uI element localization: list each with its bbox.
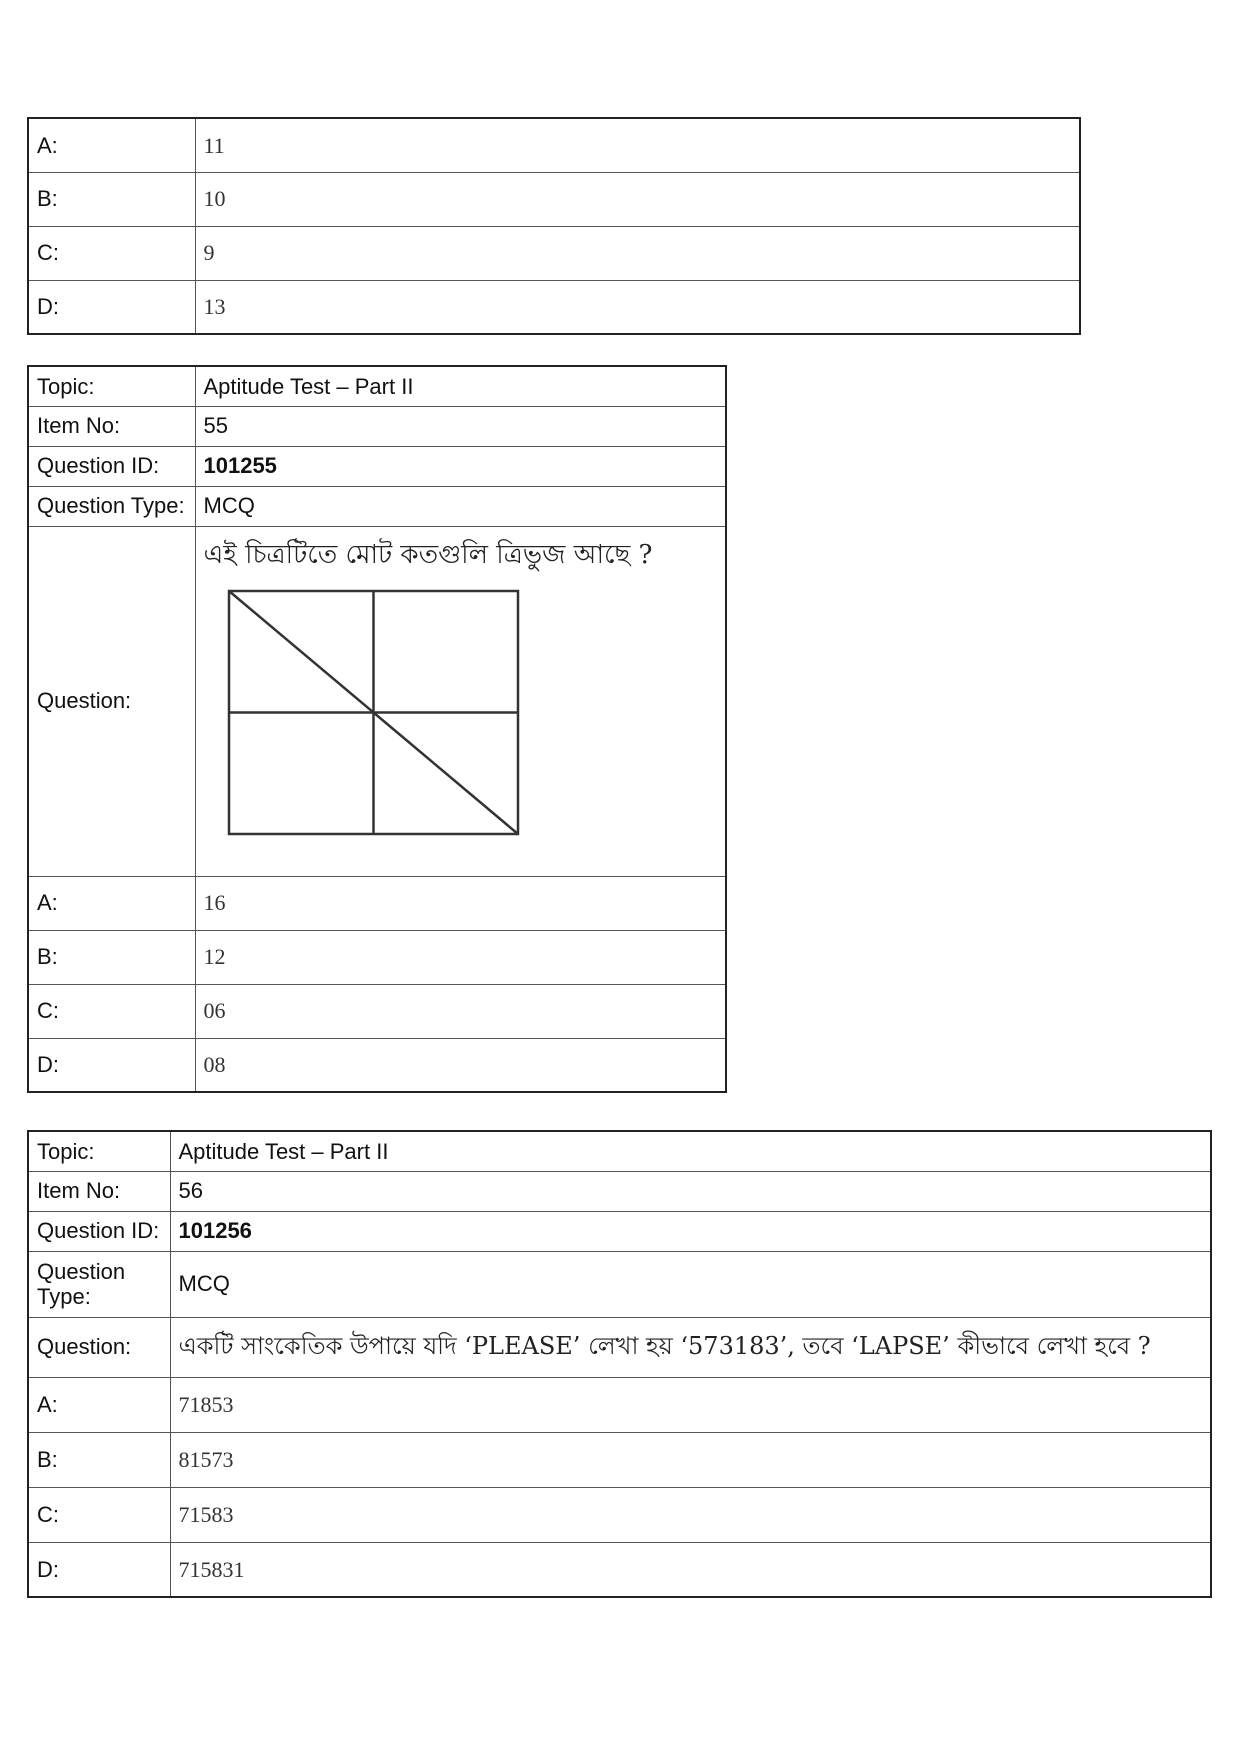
option-row-d [28,1038,726,1092]
option-row-b [28,172,1080,226]
question-row [28,526,726,876]
question-label: Question: [28,526,195,876]
question-id-row [28,1211,1211,1251]
option-label: C: [28,226,195,280]
option-label: D: [28,1038,195,1092]
topic-row [28,1131,1211,1171]
item-no-row [28,1171,1211,1211]
option-row-d [28,1542,1211,1597]
question-row [28,1317,1211,1377]
option-row-c [28,984,726,1038]
question-label: Question: [28,1317,170,1377]
item-no-label: Item No: [28,1171,170,1211]
topic-label: Topic: [28,1131,170,1171]
question-55-table [27,365,727,1093]
option-value: 11 [195,118,1080,172]
question-54-options-table [27,117,1081,335]
item-no-label: Item No: [28,406,195,446]
question-id-label: Question ID: [28,1211,170,1251]
item-no-value: 55 [195,406,726,446]
option-label: B: [28,1432,170,1487]
option-row-c [28,1487,1211,1542]
option-value: 71583 [170,1487,1211,1542]
option-label: B: [28,930,195,984]
topic-value: Aptitude Test – Part II [195,366,726,406]
question-type-value: MCQ [170,1251,1211,1317]
question-text: এই চিত্রটিতে মোট কতগুলি ত্রিভুজ আছে ? [203,539,653,570]
question-56-table [27,1130,1212,1598]
option-label: C: [28,1487,170,1542]
option-row-d [28,280,1080,334]
question-type-value: MCQ [195,486,726,526]
option-label: A: [28,876,195,930]
option-value: 10 [195,172,1080,226]
question-id-value: 101255 [195,446,726,486]
question-id-label: Question ID: [28,446,195,486]
option-value: 08 [195,1038,726,1092]
option-row-a [28,876,726,930]
option-row-c [28,226,1080,280]
question-text: একটি সাংকেতিক উপায়ে যদি ‘PLEASE’ লেখা হয় ‘573183’, তবে ‘LAPSE’ কীভাবে লেখা হবে ? [170,1317,1211,1377]
option-label: D: [28,1542,170,1597]
triangle-figure [226,588,526,838]
option-value: 715831 [170,1542,1211,1597]
item-no-value: 56 [170,1171,1211,1211]
option-label: D: [28,280,195,334]
option-label: B: [28,172,195,226]
question-type-label: Question Type: [28,486,195,526]
option-value: 9 [195,226,1080,280]
option-value: 71853 [170,1377,1211,1432]
option-value: 12 [195,930,726,984]
topic-label: Topic: [28,366,195,406]
topic-row [28,366,726,406]
option-value: 81573 [170,1432,1211,1487]
option-label: A: [28,1377,170,1432]
option-label: C: [28,984,195,1038]
topic-value: Aptitude Test – Part II [170,1131,1211,1171]
question-type-row [28,1251,1211,1317]
question-type-row [28,486,726,526]
option-label: A: [28,118,195,172]
option-value: 06 [195,984,726,1038]
question-type-label: Question Type: [28,1251,170,1317]
question-id-row [28,446,726,486]
option-row-b [28,1432,1211,1487]
option-value: 16 [195,876,726,930]
option-row-b [28,930,726,984]
item-no-row [28,406,726,446]
option-row-a [28,1377,1211,1432]
option-row-a [28,118,1080,172]
option-value: 13 [195,280,1080,334]
question-content [195,526,726,876]
question-id-value: 101256 [170,1211,1211,1251]
